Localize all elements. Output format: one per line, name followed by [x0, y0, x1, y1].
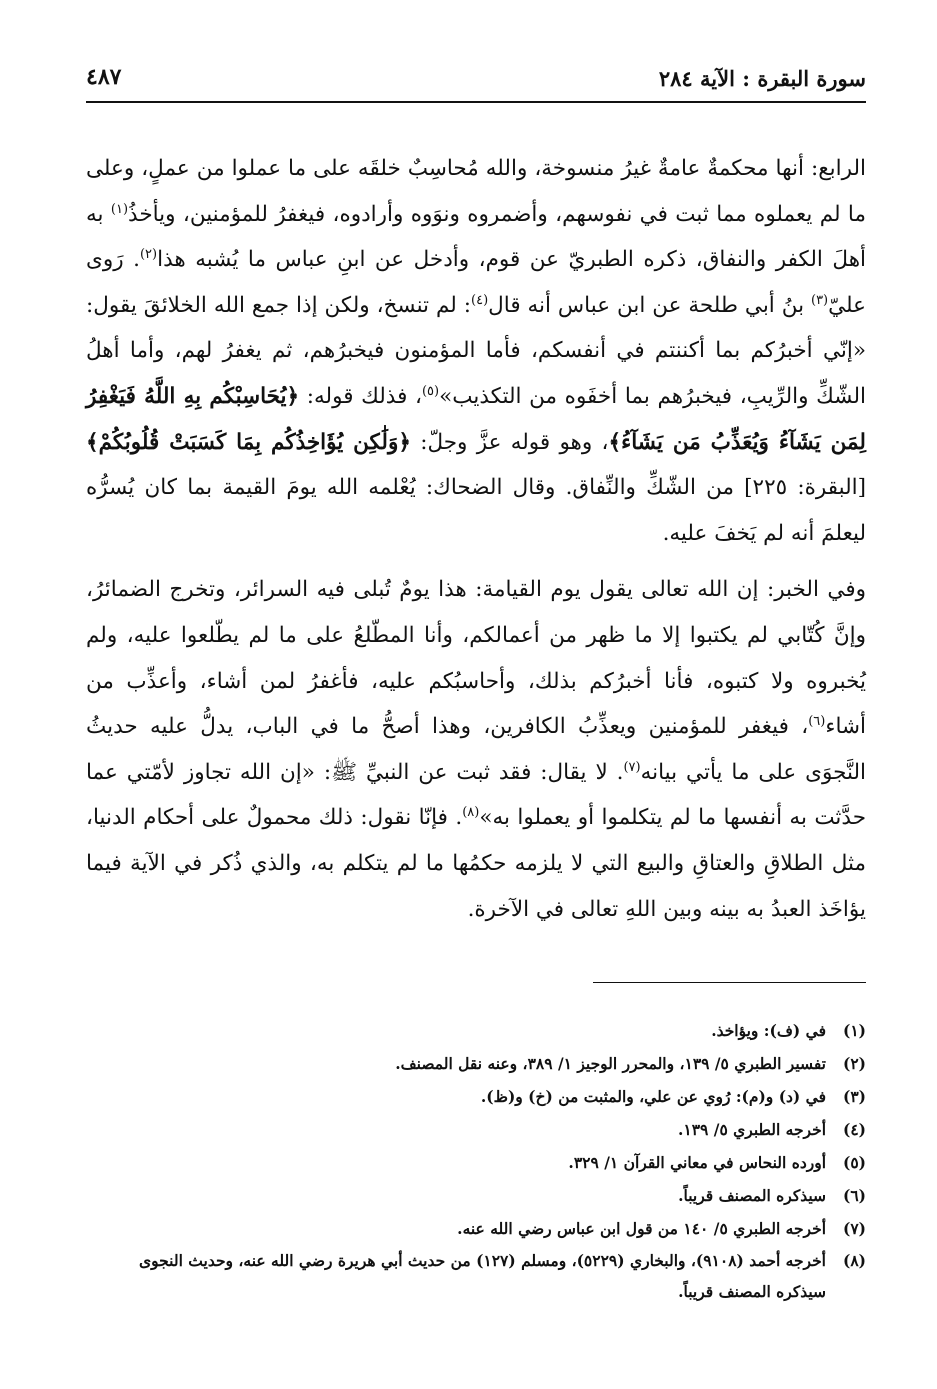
footnote-text: أخرجه الطبري ٥/ ١٤٠ من قول ابن عباس رضي الله عنه. — [457, 1219, 826, 1238]
paragraph-1 — [86, 146, 866, 556]
text-run: بنُ أبي طلحة عن ابن عباس أنه قال — [488, 292, 811, 318]
footnote-marker: (٧) — [623, 759, 641, 775]
quran-verse: ﴿يُحَاسِبْكُم بِهِ اللَّهُ فَيَغْفِرُ لِمَن يَشَآءُ وَيُعَذِّبُ مَن يَشَآءُ﴾ — [86, 383, 866, 455]
footnote-text: تفسير الطبري ٥/ ١٣٩، والمحرر الوجيز ١/ ٣٨٩، وعنه نقل المصنف. — [395, 1054, 826, 1073]
footnote-marker: (٨) — [462, 805, 480, 821]
footnote-number: (٥) — [842, 1153, 866, 1172]
footnote-separator — [593, 982, 866, 983]
footnote-text: في (ف): ويؤاخذ. — [711, 1021, 826, 1040]
page-header — [86, 58, 866, 102]
running-title: سورة البقرة : الآية ٢٨٤ — [658, 66, 866, 91]
footnote — [86, 1245, 866, 1307]
text-run: . لا يقال: فقد ثبت عن النبيِّ ﷺ: «إن الله تجاوز لأمّتي عما حدَّثت به أنفسها ما لم يتكلموا أو يعملوا به» — [86, 759, 866, 831]
page-number: ٤٨٧ — [86, 64, 122, 90]
text-run: به أهلَ الكفر والنفاق، ذكره الطبريّ عن قوم، وأدخل عن ابنِ عباس ما يُشبه هذا — [86, 201, 867, 273]
text-run: ، وهو قوله عزَّ وجلّ: — [410, 429, 609, 455]
text-run: [البقرة: ٢٢٥] من الشّكِّ والنِّفاق. وقال الضحاك: يُعْلمه الله يومَ القيمة بما كان يُسرُّه ليعلمَ أنه لم يَخفَ عليه. — [86, 475, 867, 546]
footnote-text: أخرجه الطبري ٥/ ١٣٩. — [677, 1120, 826, 1139]
footnote — [86, 1080, 866, 1113]
footnote-number: (١) — [842, 1021, 866, 1040]
text-run: . فإنّا نقول: ذلك محمولٌ على أحكام الدنيا، مثل الطلاقِ والعتاقِ والبيع التي لا يلزمه حكمُها ما لم يتكلم به، والذي ذُكر في الآية فيما يؤاخَذ العبدُ به بينه وبين اللهِ تعالى في الآخرة. — [86, 805, 866, 922]
footnote-text: سيذكره المصنف قريباً. — [678, 1186, 826, 1205]
footnote — [86, 1047, 866, 1080]
footnotes — [86, 1014, 866, 1307]
footnote-number: (٧) — [842, 1219, 866, 1238]
text-run: ، فذلك قوله: — [299, 383, 422, 409]
text-run: وفي الخبر: إن الله تعالى يقول يوم القيامة: هذا يومٌ تُبلى فيه السرائر، وتخرج الضمائرُ، وإنَّ كُتّابي لم يكتبوا إلا ما ظهر من أعمالكم، وأنا المطّلعُ على ما لم يطّلعوا عليه، ولم يُخبروه ولا كتبوه، فأنا أخبرُكم بذلك، وأحاسبُكم عليه، فأغفرُ لمن أشاء، وأعذِّب من أشاء — [86, 577, 866, 740]
footnote-number: (٦) — [842, 1186, 866, 1205]
text-run: : لم تنسخ، ولكن إذا جمع الله الخلائقَ يقول: «إنّي أخبرُكم بما أكننتم في أنفسكم، فأما المؤمنون فيخبرُهم، ثم يغفرُ لهم، وأما أهلُ الشّكِّ والرِّيبِ، فيخبرُهم بما أخفَوه من التكذيب» — [86, 292, 866, 409]
footnote-marker: (٦) — [808, 713, 826, 729]
quran-verse: ﴿وَلَٰكِن يُؤَاخِذُكُم بِمَا كَسَبَتْ قُلُوبُكُمْ﴾ — [86, 429, 411, 455]
footnote-marker: (٤) — [471, 292, 489, 308]
footnote — [86, 1113, 866, 1146]
footnote — [86, 1146, 866, 1179]
footnote-number: (٤) — [842, 1120, 866, 1139]
footnote-marker: (٢) — [139, 247, 158, 263]
main-text — [86, 146, 866, 932]
text-run: ، فيغفر للمؤمنين ويعذِّبُ الكافرين، وهذا أصحُّ ما في الباب، يدلُّ عليه حديثُ النَّجوَى على ما يأتي بيانه — [86, 714, 866, 785]
footnote-text: في (د) و(م): رُوي عن علي، والمثبت من (خ) و(ظ). — [480, 1087, 826, 1106]
footnote — [86, 1212, 866, 1245]
footnote — [86, 1179, 866, 1212]
text-run: الرابع: أنها محكمةٌ عامةٌ غيرُ منسوخة، والله مُحاسِبٌ خلقَه على ما عملوا من عملٍ، وعلى ما لم يعملوه مما ثبت في نفوسهم، وأضمروه ونوَوه وأرادوه، فيغفرُ للمؤمنين، ويأخذُ — [86, 156, 866, 227]
footnote-number: (٢) — [842, 1054, 866, 1073]
paragraph-2 — [86, 567, 866, 932]
footnote-text: أورده النحاس في معاني القرآن ١/ ٣٢٩. — [568, 1153, 826, 1172]
footnote — [86, 1014, 866, 1047]
footnote-number: (٣) — [842, 1087, 866, 1106]
footnote-marker: (١) — [110, 201, 129, 217]
footnote-text: أخرجه أحمد (٩١٠٨)، والبخاري (٥٢٢٩)، ومسلم (١٢٧) من حديث أبي هريرة رضي الله عنه، وحديث النجوى سيذكره المصنف قريباً. — [139, 1251, 826, 1301]
footnote-marker: (٥) — [421, 383, 440, 399]
footnote-number: (٨) — [842, 1251, 866, 1270]
footnote-marker: (٣) — [810, 292, 829, 308]
header-rule — [86, 101, 866, 103]
text-run: . رَوى عليّ — [86, 247, 866, 318]
